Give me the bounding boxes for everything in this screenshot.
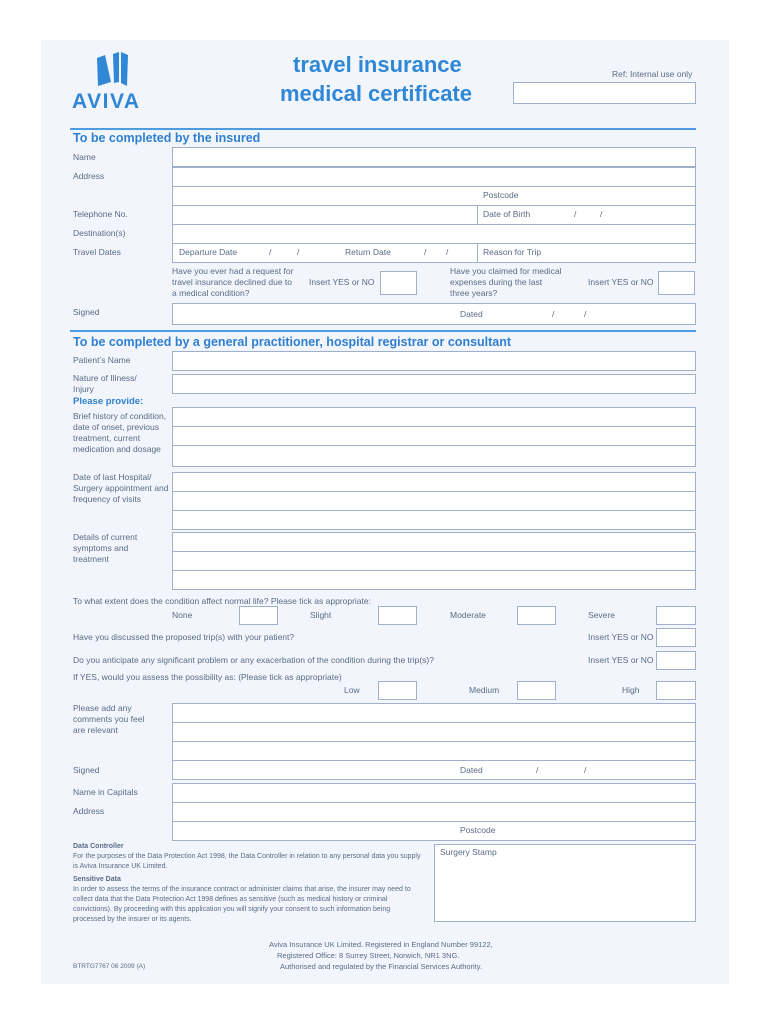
history-input-line1[interactable] bbox=[172, 407, 696, 427]
date-separator: / bbox=[584, 765, 587, 775]
anticipate-question: Do you anticipate any significant problem or any exacerbation of the condition during the trip(s)? bbox=[73, 655, 434, 665]
date-separator: / bbox=[297, 247, 300, 257]
date-separator: / bbox=[584, 309, 587, 319]
date-separator: / bbox=[600, 209, 603, 219]
company-line3: Authorised and regulated by the Financial Services Authority. bbox=[280, 962, 483, 971]
telephone-input[interactable] bbox=[172, 205, 478, 225]
insert-yes-no-label: Insert YES or NO bbox=[588, 655, 654, 665]
extent-moderate-checkbox[interactable] bbox=[517, 606, 556, 625]
symptoms-label: Details of current symptoms and treatment bbox=[73, 532, 138, 564]
company-line2: Registered Office: 8 Surrey Street, Norwich, NR1 3NG. bbox=[277, 951, 460, 960]
section-divider bbox=[70, 128, 696, 130]
insert-yes-no-label: Insert YES or NO bbox=[588, 277, 654, 287]
date-separator: / bbox=[446, 247, 449, 257]
possibility-option-low: Low bbox=[344, 685, 360, 695]
discussed-yes-no-input[interactable] bbox=[656, 628, 696, 647]
anticipate-yes-no-input[interactable] bbox=[656, 651, 696, 670]
comments-input-line2[interactable] bbox=[172, 722, 696, 742]
reason-label: Reason for Trip bbox=[483, 247, 542, 257]
gp-signed-label: Signed bbox=[73, 765, 100, 775]
sensitive-data-text: In order to assess the terms of the insurance contract or administer claims that arise, the insurer may need to collect data that the Data Protection Act 1998 defines as sensitive (such as medical history or criminal convictions). By proceeding with this application you will signify your consent to such information being processed by the insurer or its agents. bbox=[73, 886, 411, 923]
address-label: Address bbox=[73, 171, 105, 181]
gp-address-input-line1[interactable] bbox=[172, 802, 696, 822]
comments-input-line1[interactable] bbox=[172, 703, 696, 723]
sensitive-data-heading: Sensitive Data bbox=[73, 876, 121, 883]
extent-question: To what extent does the condition affect normal life? Please tick as appropriate: bbox=[73, 596, 371, 606]
date-separator: / bbox=[269, 247, 272, 257]
date-separator: / bbox=[424, 247, 427, 257]
hospital-input-line3[interactable] bbox=[172, 510, 696, 530]
extent-option-none: None bbox=[172, 610, 193, 620]
history-input-line2[interactable] bbox=[172, 426, 696, 446]
insured-section-title: To be completed by the insured bbox=[73, 131, 261, 145]
extent-option-slight: Slight bbox=[310, 610, 332, 620]
possibility-question: If YES, would you assess the possibility as: (Please tick as appropriate) bbox=[73, 672, 342, 682]
patient-name-input[interactable] bbox=[172, 351, 696, 371]
signed-label: Signed bbox=[73, 307, 100, 317]
form-title-line1: travel insurance bbox=[293, 52, 462, 77]
date-separator: / bbox=[574, 209, 577, 219]
form-title-line2: medical certificate bbox=[280, 81, 472, 106]
postcode-label: Postcode bbox=[483, 190, 519, 200]
ref-label: Ref: Internal use only bbox=[612, 69, 693, 79]
gp-signature-input[interactable] bbox=[172, 760, 696, 780]
surgery-stamp-label: Surgery Stamp bbox=[440, 847, 497, 857]
symptoms-input-line2[interactable] bbox=[172, 551, 696, 571]
extent-option-moderate: Moderate bbox=[450, 610, 486, 620]
nature-label: Nature of Illness/ Injury bbox=[73, 373, 137, 394]
symptoms-input-line3[interactable] bbox=[172, 570, 696, 590]
extent-severe-checkbox[interactable] bbox=[656, 606, 696, 625]
address-input-line2[interactable] bbox=[172, 186, 696, 206]
history-label: Brief history of condition, date of onset, previous treatment, current medication and dosage bbox=[73, 411, 167, 454]
extent-option-severe: Severe bbox=[588, 610, 615, 620]
gp-section-title: To be completed by a general practitioner, hospital registrar or consultant bbox=[73, 335, 512, 349]
date-separator: / bbox=[536, 765, 539, 775]
history-input-line3[interactable] bbox=[172, 445, 696, 467]
aviva-logo-text: AVIVA bbox=[72, 90, 141, 113]
gp-address-input-line2[interactable] bbox=[172, 821, 696, 841]
signature-input[interactable] bbox=[172, 303, 696, 325]
extent-none-checkbox[interactable] bbox=[239, 606, 278, 625]
telephone-label: Telephone No. bbox=[73, 209, 128, 219]
ref-input[interactable] bbox=[513, 82, 696, 104]
form-page bbox=[41, 40, 729, 984]
please-provide-heading: Please provide: bbox=[73, 396, 144, 407]
destinations-input[interactable] bbox=[172, 224, 696, 244]
comments-label: Please add any comments you feel are relevant bbox=[73, 703, 145, 735]
return-label: Return Date bbox=[345, 247, 391, 257]
symptoms-input-line1[interactable] bbox=[172, 532, 696, 552]
destinations-label: Destination(s) bbox=[73, 228, 126, 238]
travel-dates-label: Travel Dates bbox=[73, 247, 121, 257]
possibility-high-checkbox[interactable] bbox=[656, 681, 696, 700]
possibility-option-medium: Medium bbox=[469, 685, 500, 695]
declined-yes-no-input[interactable] bbox=[380, 271, 417, 295]
hospital-input-line2[interactable] bbox=[172, 491, 696, 511]
name-label: Name bbox=[73, 152, 96, 162]
possibility-option-high: High bbox=[622, 685, 640, 695]
date-separator: / bbox=[552, 309, 555, 319]
data-controller-text: For the purposes of the Data Protection Act 1998, the Data Controller in relation to any personal data you supply is Aviva Insurance UK Limited. bbox=[73, 853, 421, 870]
section-divider bbox=[70, 330, 696, 332]
discussed-question: Have you discussed the proposed trip(s) with your patient? bbox=[73, 632, 295, 642]
possibility-medium-checkbox[interactable] bbox=[517, 681, 556, 700]
data-controller-heading: Data Controller bbox=[73, 843, 124, 850]
hospital-input-line1[interactable] bbox=[172, 472, 696, 492]
form-reference: BTRTG7767 06 2009 (A) bbox=[73, 963, 146, 970]
comments-input-line3[interactable] bbox=[172, 741, 696, 761]
possibility-low-checkbox[interactable] bbox=[378, 681, 417, 700]
gp-postcode-label: Postcode bbox=[460, 825, 496, 835]
insert-yes-no-label: Insert YES or NO bbox=[588, 632, 654, 642]
declined-question: Have you ever had a request for travel insurance declined due to a medical condition? bbox=[172, 266, 294, 298]
company-line1: Aviva Insurance UK Limited. Registered in England Number 99122, bbox=[269, 940, 493, 949]
extent-slight-checkbox[interactable] bbox=[378, 606, 417, 625]
gp-address-label: Address bbox=[73, 806, 105, 816]
name-input[interactable] bbox=[172, 147, 696, 167]
insert-yes-no-label: Insert YES or NO bbox=[309, 277, 375, 287]
dob-label: Date of Birth bbox=[483, 209, 531, 219]
name-capitals-input[interactable] bbox=[172, 783, 696, 803]
gp-dated-label: Dated bbox=[460, 765, 483, 775]
patient-name-label: Patient’s Name bbox=[73, 355, 131, 365]
claimed-question: Have you claimed for medical expenses during the last three years? bbox=[450, 266, 562, 298]
departure-label: Departure Date bbox=[179, 247, 238, 257]
claimed-yes-no-input[interactable] bbox=[658, 271, 695, 295]
aviva-logo-icon bbox=[95, 52, 135, 88]
address-input-line1[interactable] bbox=[172, 167, 696, 187]
dated-label: Dated bbox=[460, 309, 483, 319]
name-capitals-label: Name in Capitals bbox=[73, 787, 138, 797]
hospital-label: Date of last Hospital/ Surgery appointment and frequency of visits bbox=[73, 472, 169, 504]
nature-input[interactable] bbox=[172, 374, 696, 394]
